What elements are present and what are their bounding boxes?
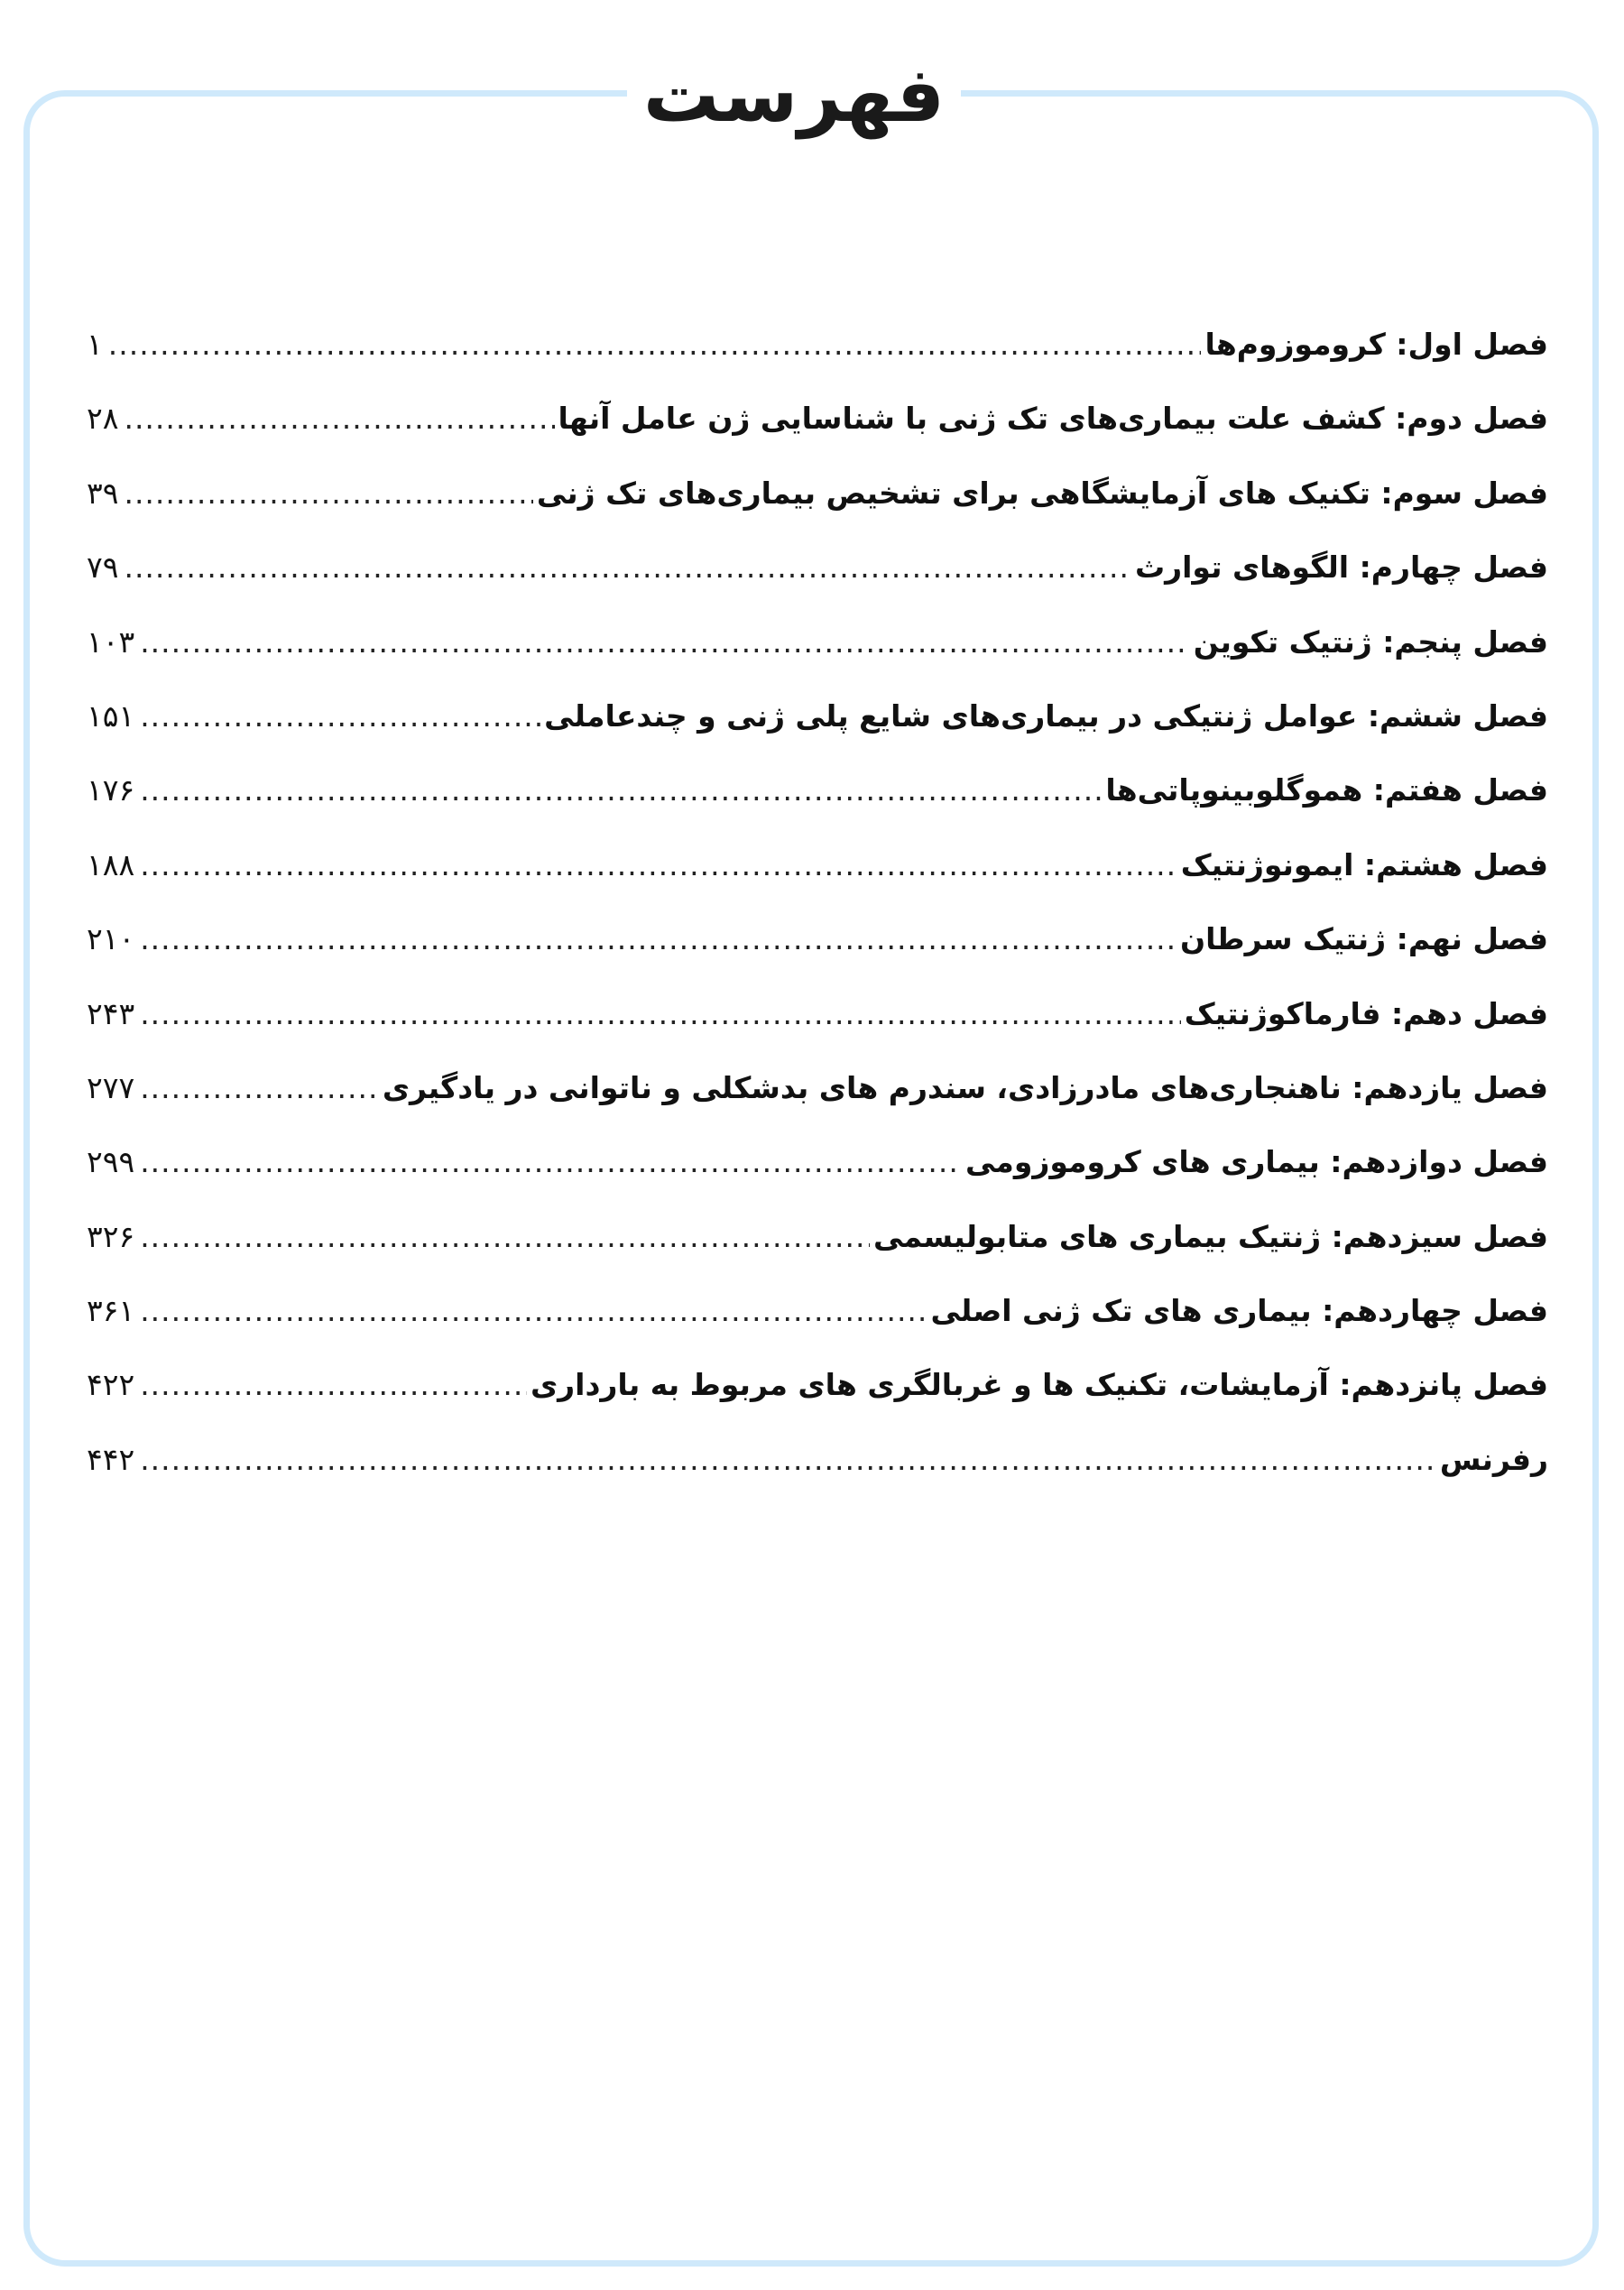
toc-entry-page: ۲۷۷	[87, 1069, 135, 1105]
toc-dot-leader	[140, 772, 1102, 808]
toc-entry-8[interactable]	[87, 847, 1548, 921]
toc-entry-title: فصل نهم: ژنتیک سرطان	[1179, 921, 1548, 957]
toc-entry-page: ۳۲۶	[87, 1218, 135, 1254]
toc-entry-3[interactable]	[87, 476, 1548, 549]
toc-entry-title: فصل چهاردهم: بیماری های تک ژنی اصلی	[930, 1293, 1548, 1329]
table-of-contents	[87, 327, 1548, 1516]
toc-entry-5[interactable]	[87, 624, 1548, 698]
toc-entry-page: ۱	[87, 327, 103, 362]
toc-entry-page: ۱۷۶	[87, 772, 135, 808]
toc-entry-page: ۴۴۲	[87, 1441, 135, 1477]
toc-entry-page: ۷۹	[87, 549, 119, 586]
toc-entry-14[interactable]	[87, 1293, 1548, 1367]
toc-entry-page: ۲۴۳	[87, 995, 135, 1031]
toc-entry-9[interactable]	[87, 921, 1548, 995]
toc-entry-title: فصل سوم: تکنیک های آزمایشگاهی برای تشخیص بیماری‌های تک ژنی	[536, 475, 1548, 511]
toc-entry-7[interactable]	[87, 772, 1548, 846]
toc-entry-15[interactable]	[87, 1367, 1548, 1441]
toc-dot-leader	[140, 1367, 527, 1402]
toc-entry-page: ۱۸۸	[87, 846, 135, 882]
toc-entry-11[interactable]	[87, 1070, 1548, 1144]
toc-dot-leader	[140, 1219, 870, 1254]
toc-entry-title: فصل هشتم: ایمونوژنتیک	[1180, 846, 1548, 882]
toc-entry-page: ۲۹۹	[87, 1144, 135, 1180]
toc-entry-title: فصل دهم: فارماکوژنتیک	[1184, 995, 1548, 1031]
toc-entry-page: ۴۲۲	[87, 1367, 135, 1403]
toc-dot-leader	[140, 1144, 962, 1179]
toc-dot-leader	[140, 996, 1181, 1031]
toc-entry-title: فصل سیزدهم: ژنتیک بیماری های متابولیسمی	[873, 1218, 1548, 1254]
toc-entry-16[interactable]	[87, 1442, 1548, 1516]
toc-entry-title: رفرنس	[1439, 1441, 1548, 1477]
toc-entry-page: ۳۹	[87, 475, 119, 511]
toc-entry-title: فصل اول: کروموزوم‌ها	[1204, 327, 1548, 362]
toc-dot-leader	[140, 921, 1176, 956]
toc-entry-page: ۱۰۳	[87, 623, 135, 660]
toc-entry-title: فصل پانزدهم: آزمایشات، تکنیک ها و غربالگری های مربوط به بارداری	[530, 1367, 1548, 1403]
toc-entry-title: فصل یازدهم: ناهنجاری‌های مادرزادی، سندرم های بدشکلی و ناتوانی در یادگیری	[382, 1069, 1548, 1105]
toc-dot-leader	[108, 327, 1202, 362]
toc-entry-title: فصل ششم: عوامل ژنتیکی در بیماری‌های شایع پلی ژنی و چندعاملی	[544, 697, 1548, 734]
toc-entry-title: فصل دوازدهم: بیماری های کروموزومی	[965, 1144, 1548, 1180]
toc-entry-page: ۱۵۱	[87, 697, 135, 734]
toc-dot-leader	[124, 476, 532, 511]
toc-entry-13[interactable]	[87, 1219, 1548, 1293]
toc-entry-title: فصل پنجم: ژنتیک تکوین	[1193, 623, 1548, 660]
toc-dot-leader	[140, 698, 540, 734]
toc-entry-6[interactable]	[87, 698, 1548, 772]
toc-dot-leader	[140, 1442, 1436, 1477]
toc-entry-10[interactable]	[87, 996, 1548, 1070]
toc-dot-leader	[124, 401, 554, 436]
toc-dot-leader	[140, 847, 1177, 882]
toc-entry-4[interactable]	[87, 549, 1548, 623]
toc-entry-2[interactable]	[87, 401, 1548, 475]
title-container	[627, 36, 961, 153]
toc-entry-page: ۲۸	[87, 401, 119, 437]
toc-entry-page: ۲۱۰	[87, 921, 135, 957]
toc-entry-title: فصل هفتم: هموگلوبینوپاتی‌ها	[1105, 772, 1548, 808]
toc-entry-title: فصل چهارم: الگوهای توارث	[1134, 549, 1548, 586]
toc-dot-leader	[140, 624, 1190, 660]
toc-entry-title: فصل دوم: کشف علت بیماری‌های تک ژنی با شناسایی ژن عامل آنها	[558, 401, 1548, 437]
page-title: فهرست	[642, 51, 946, 139]
toc-entry-12[interactable]	[87, 1144, 1548, 1218]
toc-entry-1[interactable]	[87, 327, 1548, 401]
toc-dot-leader	[140, 1070, 379, 1105]
toc-entry-page: ۳۶۱	[87, 1293, 135, 1329]
toc-dot-leader	[140, 1293, 927, 1328]
toc-dot-leader	[124, 549, 1131, 585]
